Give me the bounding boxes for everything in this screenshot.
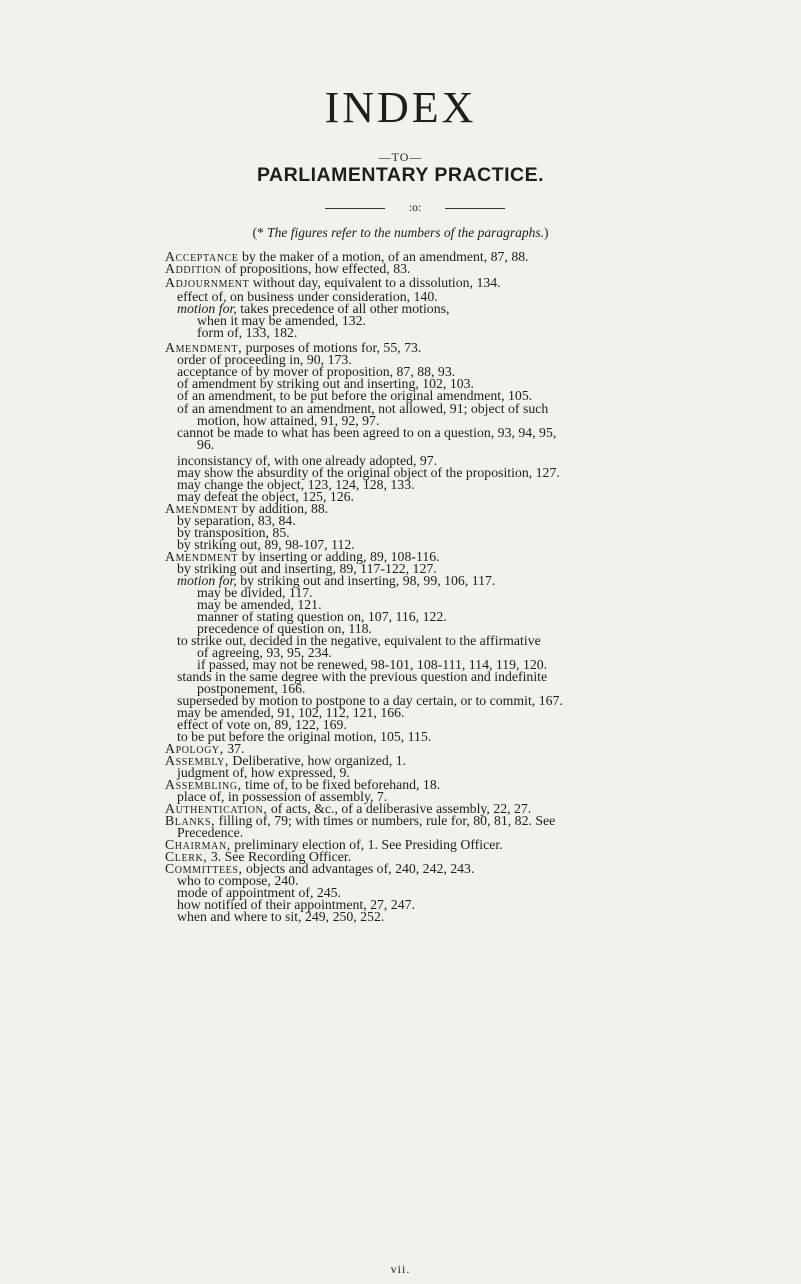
entry-text: motion, how attained, 91, 92, 97.	[197, 413, 380, 428]
entry-text: may change the object, 123, 124, 128, 133.	[177, 477, 415, 492]
entry-text: precedence of question on, 118.	[197, 621, 372, 636]
entry-text: by striking out and inserting, 98, 99, 106, 117.	[236, 573, 496, 588]
entry-text: without day, equivalent to a dissolution, 134.	[249, 275, 501, 290]
entry-text: stands in the same degree with the previous question and indefinite	[177, 669, 548, 684]
entry-text: of amendment by striking out and inserting, 102, 103.	[177, 376, 474, 391]
entry-text: 37.	[223, 741, 245, 756]
note-asterisk: *	[257, 225, 264, 240]
entry-text: purposes of motions for, 55, 73.	[242, 340, 422, 355]
index-entry-line	[177, 426, 556, 441]
entry-heading: Blanks,	[165, 813, 216, 828]
entry-text: Precedence.	[177, 825, 244, 840]
entry-text: 3. See Recording Officer.	[207, 849, 352, 864]
page-number: vii.	[390, 1262, 411, 1276]
entry-text: by the maker of a motion, of an amendment, 87, 88.	[238, 249, 529, 264]
entry-text: to strike out, decided in the negative, equivalent to the affirmative	[177, 633, 541, 648]
entry-text: who to compose, 240.	[177, 873, 299, 888]
note-text: The figures refer to the numbers of the paragraphs.	[263, 225, 544, 240]
page-subtitle: PARLIAMENTARY PRACTICE.	[256, 164, 545, 186]
index-entry-line	[177, 910, 384, 925]
ornamental-rule	[325, 200, 505, 216]
entry-text: superseded by motion to postpone to a day certain, or to commit, 167.	[177, 693, 563, 708]
entry-heading: Apology,	[165, 741, 224, 756]
entry-text: if passed, may not be renewed, 98-101, 108-111, 114, 119, 120.	[197, 657, 548, 672]
entry-text: Deliberative, how organized, 1.	[228, 753, 407, 768]
note-close-paren: )	[544, 225, 549, 240]
entry-text: manner of stating question on, 107, 116, 122.	[197, 609, 447, 624]
entry-text: of acts, &c., of a deliberasive assembly, 22, 27.	[267, 801, 532, 816]
entry-text: order of proceeding in, 90, 173.	[177, 352, 352, 367]
entry-text: of an amendment to an amendment, not allowed, 91; object of such	[177, 401, 549, 416]
entry-text: of an amendment, to be put before the original amendment, 105.	[177, 388, 533, 403]
entry-text: when it may be amended, 132.	[197, 313, 366, 328]
entry-heading: Acceptance	[165, 249, 239, 264]
entry-text: 96.	[197, 437, 215, 452]
rule-mark: :o:	[408, 200, 422, 214]
rule-line-right	[445, 208, 505, 209]
entry-heading: Addition	[165, 261, 222, 276]
entry-text: cannot be made to what has been agreed to on a question, 93, 94, 95,	[177, 425, 557, 440]
entry-text: place of, in possession of assembly, 7.	[177, 789, 388, 804]
entry-heading: Adjournment	[165, 275, 250, 290]
entry-text: may show the absurdity of the original object of the proposition, 127.	[177, 465, 560, 480]
entry-text: may be amended, 91, 102, 112, 121, 166.	[177, 705, 405, 720]
entry-heading: Authentication,	[165, 801, 268, 816]
entry-text: by inserting or adding, 89, 108-116.	[238, 549, 440, 564]
entry-text: how notified of their appointment, 27, 247.	[177, 897, 415, 912]
entry-text: preliminary election of, 1. See Presiding Officer.	[230, 837, 503, 852]
entry-subheading: motion for,	[177, 573, 237, 588]
entry-text: effect of vote on, 89, 122, 169.	[177, 717, 347, 732]
title-connector: —TO—	[378, 150, 423, 164]
entry-heading: Amendment	[165, 501, 239, 516]
entry-text: time of, to be fixed beforehand, 18.	[241, 777, 441, 792]
entry-text: postponement, 166.	[197, 681, 306, 696]
index-entry-line	[197, 326, 297, 341]
entry-heading: Amendment,	[165, 340, 243, 355]
entry-text: may defeat the object, 125, 126.	[177, 489, 355, 504]
entry-text: when and where to sit, 249, 250, 252.	[177, 909, 385, 924]
page-title: INDEX	[324, 83, 477, 132]
entry-text: inconsistancy of, with one already adopted, 97.	[177, 453, 438, 468]
entry-heading: Chairman,	[165, 837, 231, 852]
entry-text: by transposition, 85.	[177, 525, 290, 540]
entry-text: acceptance of by mover of proposition, 87, 88, 93.	[177, 364, 456, 379]
editorial-note	[0, 225, 801, 241]
entry-text: judgment of, how expressed, 9.	[177, 765, 350, 780]
entry-heading: Amendment	[165, 549, 239, 564]
entry-text: effect of, on business under consideration, 140.	[177, 289, 438, 304]
entry-text: by striking out and inserting, 89, 117-122, 127.	[177, 561, 437, 576]
entry-text: of propositions, how effected, 83.	[221, 261, 411, 276]
entry-text: by addition, 88.	[238, 501, 329, 516]
entry-heading: Committees,	[165, 861, 243, 876]
entry-text: may be amended, 121.	[197, 597, 322, 612]
entry-text: may be divided, 117.	[197, 585, 313, 600]
entry-text: filling of, 79; with times or numbers, rule for, 80, 81, 82. See	[215, 813, 556, 828]
entry-text: by striking out, 89, 98-107, 112.	[177, 537, 355, 552]
entry-text: objects and advantages of, 240, 242, 243.	[242, 861, 475, 876]
entry-heading: Assembling,	[165, 777, 242, 792]
entry-text: takes precedence of all other motions,	[236, 301, 450, 316]
note-open-paren: (	[252, 225, 257, 240]
entry-text: of agreeing, 93, 95, 234.	[197, 645, 332, 660]
entry-text: mode of appointment of, 245.	[177, 885, 341, 900]
entry-text: to be put before the original motion, 105, 115.	[177, 729, 432, 744]
entry-heading: Assembly,	[165, 753, 229, 768]
entry-subheading: motion for,	[177, 301, 237, 316]
entry-text: by separation, 83, 84.	[177, 513, 296, 528]
entry-text: form of, 133, 182.	[197, 325, 298, 340]
entry-heading: Clerk,	[165, 849, 208, 864]
index-entry-line	[197, 438, 214, 453]
